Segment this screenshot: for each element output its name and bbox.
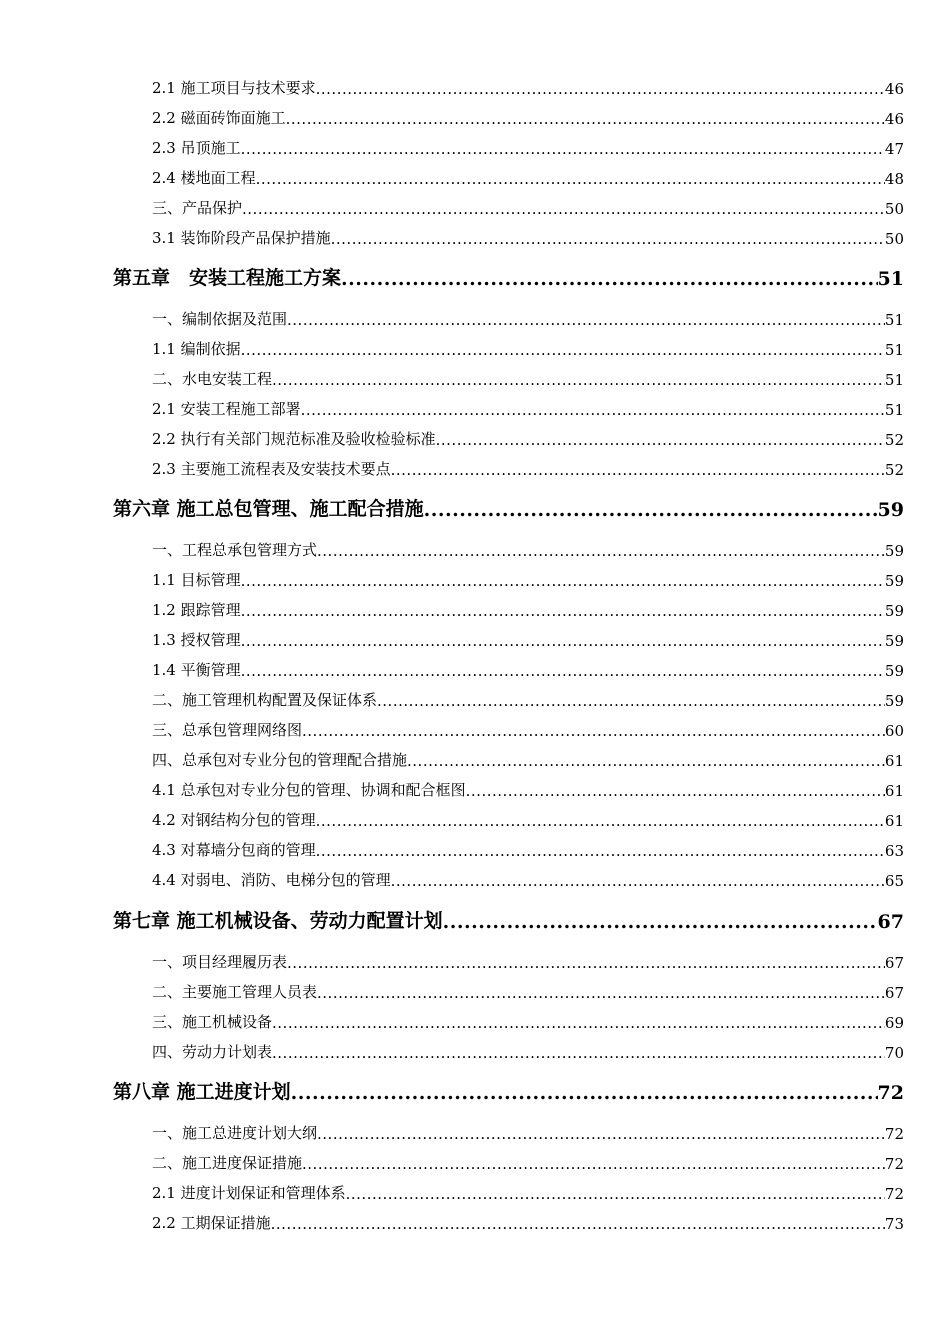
toc-leader-dots [391,461,885,479]
toc-leader-dots [331,230,885,248]
toc-leader-dots [317,542,885,560]
toc-page-number: 70 [884,1044,904,1062]
toc-chapter[interactable] [113,262,904,290]
toc-page-number: 59 [884,542,904,560]
toc-entry-text: 二、施工进度保证措施 [152,1154,303,1172]
toc-page-number: 52 [884,431,904,449]
toc-page-number: 46 [884,110,904,128]
toc-leader-dots [241,632,885,650]
toc-entry[interactable] [152,337,904,359]
toc-entry[interactable] [152,1121,904,1143]
toc-entry-text: 2.1 进度计划保证和管理体系 [152,1184,346,1202]
toc-page-number: 51 [884,401,904,419]
toc-leader-dots [316,842,885,860]
toc-chapter-text: 第五章 安装工程施工方案 [113,267,342,289]
toc-page-number: 48 [884,170,904,188]
toc-leader-dots [287,954,885,972]
toc-leader-dots [241,572,885,590]
toc-page-number: 72 [877,1082,904,1104]
toc-page-number: 72 [884,1155,904,1173]
toc-entry[interactable] [152,838,904,860]
toc-leader-dots [241,602,885,620]
toc-entry-text: 四、劳动力计划表 [152,1043,273,1061]
toc-page-number: 59 [884,632,904,650]
toc-leader-dots [256,170,885,188]
toc-entry-text: 2.1 施工项目与技术要求 [152,79,316,97]
toc-page-number: 69 [884,1014,904,1032]
toc-page-number: 59 [884,692,904,710]
toc-page-number: 60 [884,722,904,740]
toc-chapter[interactable] [113,905,904,933]
toc-entry[interactable] [152,598,904,620]
toc-entry-text: 一、工程总承包管理方式 [152,541,318,559]
toc-entry[interactable] [152,397,904,419]
toc-page-number: 65 [884,872,904,890]
toc-leader-dots [302,722,885,740]
toc-page-number: 46 [884,80,904,98]
toc-entry[interactable] [152,1211,904,1233]
toc-entry-text: 4.3 对幕墙分包商的管理 [152,841,316,859]
toc-entry-text: 一、编制依据及范围 [152,310,288,328]
toc-chapter[interactable] [113,493,904,521]
toc-entry-text: 2.2 磁面砖饰面施工 [152,109,286,127]
toc-entry[interactable] [152,136,904,158]
toc-leader-dots [242,200,885,218]
toc-entry[interactable] [152,718,904,740]
toc-entry-text: 一、施工总进度计划大纲 [152,1124,318,1142]
toc-page-number: 51 [884,341,904,359]
toc-entry[interactable] [152,166,904,188]
toc-leader-dots [241,662,885,680]
toc-entry-text: 二、施工管理机构配置及保证体系 [152,691,378,709]
toc-entry-text: 三、产品保护 [152,199,243,217]
toc-chapter-text: 第八章 施工进度计划 [113,1081,291,1103]
toc-entry[interactable] [152,980,904,1002]
toc-entry-text: 2.4 楼地面工程 [152,169,256,187]
toc-leader-dots [272,371,885,389]
toc-entry[interactable] [152,226,904,248]
toc-entry-text: 3.1 装饰阶段产品保护措施 [152,229,331,247]
toc-entry-text: 4.2 对钢结构分包的管理 [152,811,316,829]
toc-page-number: 61 [884,782,904,800]
toc-page-number: 72 [884,1125,904,1143]
toc-entry-text: 4.1 总承包对专业分包的管理、协调和配合框图 [152,781,466,799]
toc-page-number: 50 [884,200,904,218]
toc-entry[interactable] [152,427,904,449]
toc-entry-text: 2.3 主要施工流程表及安装技术要点 [152,460,391,478]
toc-entry[interactable] [152,808,904,830]
toc-page-number: 61 [884,812,904,830]
toc-page-number: 59 [884,602,904,620]
toc-page-number: 52 [884,461,904,479]
toc-entry[interactable] [152,658,904,680]
toc-leader-dots [391,872,885,890]
toc-leader-dots [346,1185,885,1203]
toc-page-number: 50 [884,230,904,248]
toc-chapter-text: 第七章 施工机械设备、劳动力配置计划 [113,910,443,932]
toc-entry[interactable] [152,1181,904,1203]
toc-entry-text: 2.1 安装工程施工部署 [152,400,301,418]
toc-entry[interactable] [152,778,904,800]
toc-leader-dots [302,1155,885,1173]
toc-entry[interactable] [152,307,904,329]
toc-entry-text: 2.3 吊顶施工 [152,139,241,157]
toc-entry-text: 1.3 授权管理 [152,631,241,649]
toc-leader-dots [316,812,885,830]
toc-entry-text: 四、总承包对专业分包的管理配合措施 [152,751,408,769]
toc-page-number: 59 [877,499,904,521]
toc-entry[interactable] [152,748,904,770]
toc-entry-text: 二、主要施工管理人员表 [152,983,318,1001]
toc-page-number: 59 [884,572,904,590]
toc-page-number: 63 [884,842,904,860]
toc-entry[interactable] [152,868,904,890]
toc-leader-dots [317,984,885,1002]
toc-entry[interactable] [152,106,904,128]
toc-page-number: 51 [877,268,904,290]
toc-entry-text: 1.4 平衡管理 [152,661,241,679]
toc-leader-dots [317,1125,885,1143]
toc-page-number: 67 [877,911,904,933]
toc-leader-dots [301,401,885,419]
toc-entry[interactable] [152,1151,904,1173]
toc-page-number: 51 [884,311,904,329]
toc-entry[interactable] [152,950,904,972]
toc-leader-dots [241,341,885,359]
toc-entry[interactable] [152,76,904,98]
toc-leader-dots [377,692,885,710]
toc-entry-text: 1.2 跟踪管理 [152,601,241,619]
toc-entry[interactable] [152,1010,904,1032]
toc-leader-dots [341,268,878,290]
toc-page-number: 47 [884,140,904,158]
toc-entry[interactable] [152,367,904,389]
toc-entry-text: 二、水电安装工程 [152,370,273,388]
toc-entry-text: 2.2 执行有关部门规范标准及验收检验标准 [152,430,436,448]
toc-entry-text: 1.1 目标管理 [152,571,241,589]
toc-leader-dots [291,1082,878,1104]
toc-entry-text: 4.4 对弱电、消防、电梯分包的管理 [152,871,391,889]
toc-entry[interactable] [152,457,904,479]
toc-entry-text: 2.2 工期保证措施 [152,1214,271,1232]
toc-leader-dots [286,110,885,128]
toc-entry[interactable] [152,538,904,560]
toc-entry[interactable] [152,628,904,650]
toc-leader-dots [287,311,885,329]
toc-leader-dots [436,431,885,449]
toc-chapter[interactable] [113,1076,904,1104]
toc-entry-text: 三、施工机械设备 [152,1013,273,1031]
toc-leader-dots [443,911,878,933]
toc-leader-dots [272,1014,885,1032]
toc-page-number: 51 [884,371,904,389]
toc-entry[interactable] [152,568,904,590]
toc-page-number: 59 [884,662,904,680]
toc-leader-dots [466,782,885,800]
toc-leader-dots [272,1044,885,1062]
toc-entry-text: 1.1 编制依据 [152,340,241,358]
toc-chapter-text: 第六章 施工总包管理、施工配合措施 [113,498,424,520]
toc-entry[interactable] [152,688,904,710]
toc-leader-dots [316,80,885,98]
toc-page-number: 72 [884,1185,904,1203]
toc-leader-dots [271,1215,885,1233]
toc-page-number: 73 [884,1215,904,1233]
toc-entry[interactable] [152,196,904,218]
toc-entry-text: 三、总承包管理网络图 [152,721,303,739]
toc-page-number: 67 [884,954,904,972]
toc-entry-text: 一、项目经理履历表 [152,953,288,971]
toc-leader-dots [241,140,885,158]
toc-leader-dots [424,499,878,521]
toc-page-number: 67 [884,984,904,1002]
toc-page-number: 61 [884,752,904,770]
toc-leader-dots [407,752,885,770]
toc-entry[interactable] [152,1040,904,1062]
